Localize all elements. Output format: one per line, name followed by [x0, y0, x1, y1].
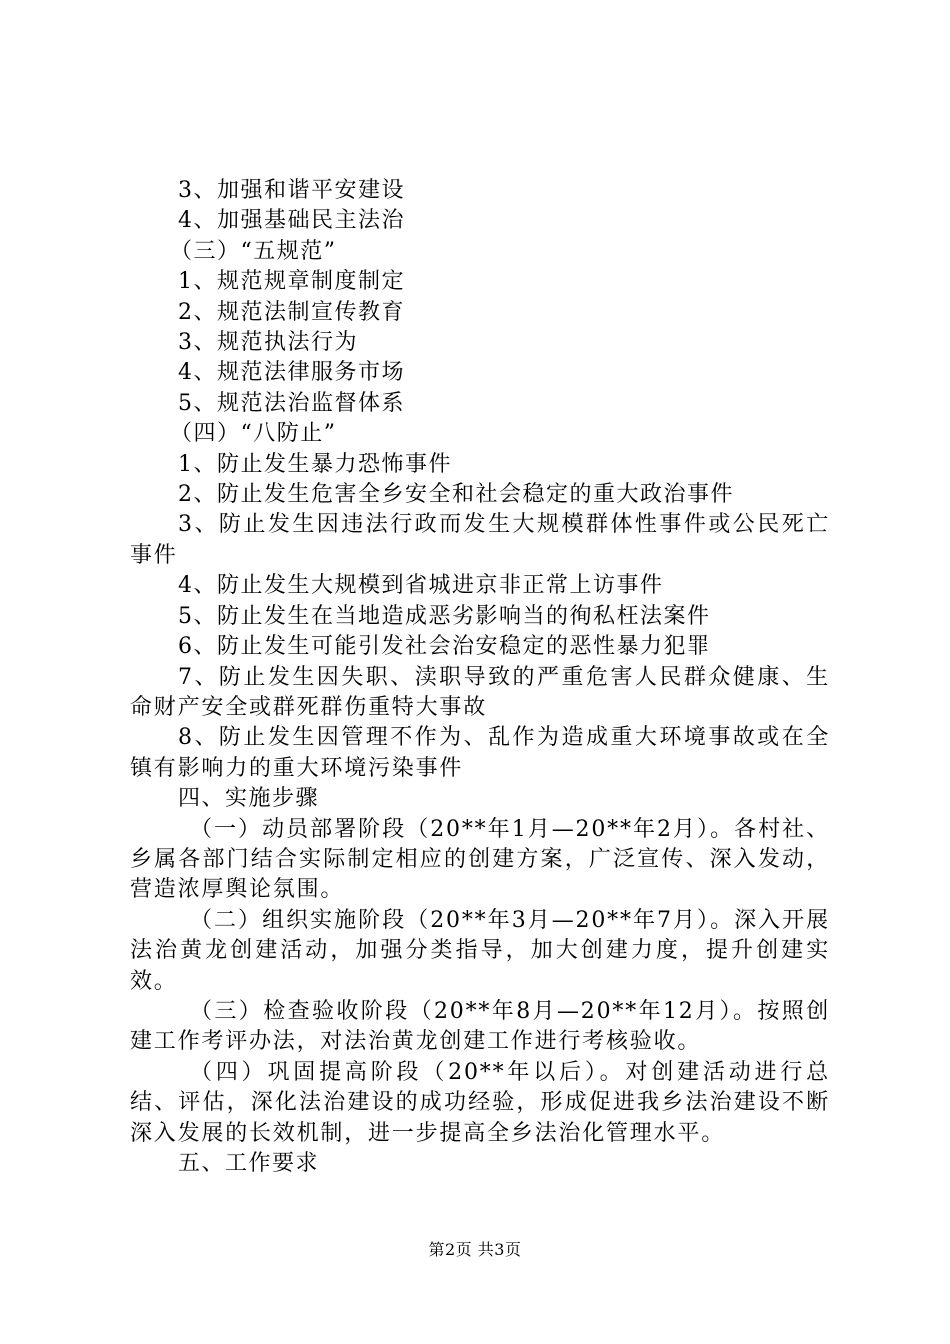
section-heading: 四、实施步骤: [178, 786, 320, 812]
body-line: 2、规范法制宣传教育: [178, 299, 405, 325]
page-footer: 第2页 共3页: [428, 1240, 522, 1259]
section-heading: （四）“八防止”: [170, 421, 337, 447]
body-line: 5、防止发生在当地造成恶劣影响当的徇私枉法案件: [178, 603, 711, 629]
body-paragraph: 3、防止发生因违法行政而发生大规模群体性事件或公民死亡事件: [130, 512, 830, 568]
body-paragraph: （二）组织实施阶段（20**年3月—20**年7月）。深入开展法治黄龙创建活动，加强分类指导，加大创建力度，提升创建实效。: [130, 907, 830, 994]
body-line: 3、加强和谐平安建设: [178, 178, 405, 203]
body-line: 4、加强基础民主法治: [178, 208, 405, 234]
body-paragraph: 8、防止发生因管理不作为、乱作为造成重大环境事故或在全镇有影响力的重大环境污染事件: [130, 725, 830, 781]
body-paragraph: （三）检查验收阶段（20**年8月—20**年12月）。按照创建工作考评办法，对法治黄龙创建工作进行考核验收。: [130, 998, 830, 1055]
body-paragraph: 7、防止发生因失职、渎职导致的严重危害人民群众健康、生命财产安全或群死群伤重特大事故: [130, 664, 830, 720]
body-line: 4、防止发生大规模到省城进京非正常上访事件: [178, 573, 664, 599]
section-heading: 五、工作要求: [178, 1151, 320, 1176]
body-line: 6、防止发生可能引发社会治安稳定的恶性暴力犯罪: [178, 634, 711, 660]
body-line: 1、规范规章制度制定: [178, 269, 405, 295]
body-line: 3、规范执法行为: [178, 330, 358, 356]
section-heading: （三）“五规范”: [170, 238, 337, 264]
body-paragraph: （四）巩固提高阶段（20**年以后）。对创建活动进行总结、评估，深化法治建设的成功经验，形成促进我乡法治建设不断深入发展的长效机制，进一步提高全乡法治化管理水平。: [130, 1059, 830, 1146]
body-paragraph: （一）动员部署阶段（20**年1月—20**年2月）。各村社、乡属各部门结合实际制定相应的创建方案，广泛宣传、深入发动，营造浓厚舆论氛围。: [130, 816, 830, 903]
document-body: [130, 176, 830, 1179]
body-line: 4、规范法律服务市场: [178, 360, 405, 386]
body-line: 2、防止发生危害全乡安全和社会稳定的重大政治事件: [178, 482, 734, 508]
body-line: 5、规范法治监督体系: [178, 390, 405, 416]
body-line: 1、防止发生暴力恐怖事件: [178, 451, 452, 477]
